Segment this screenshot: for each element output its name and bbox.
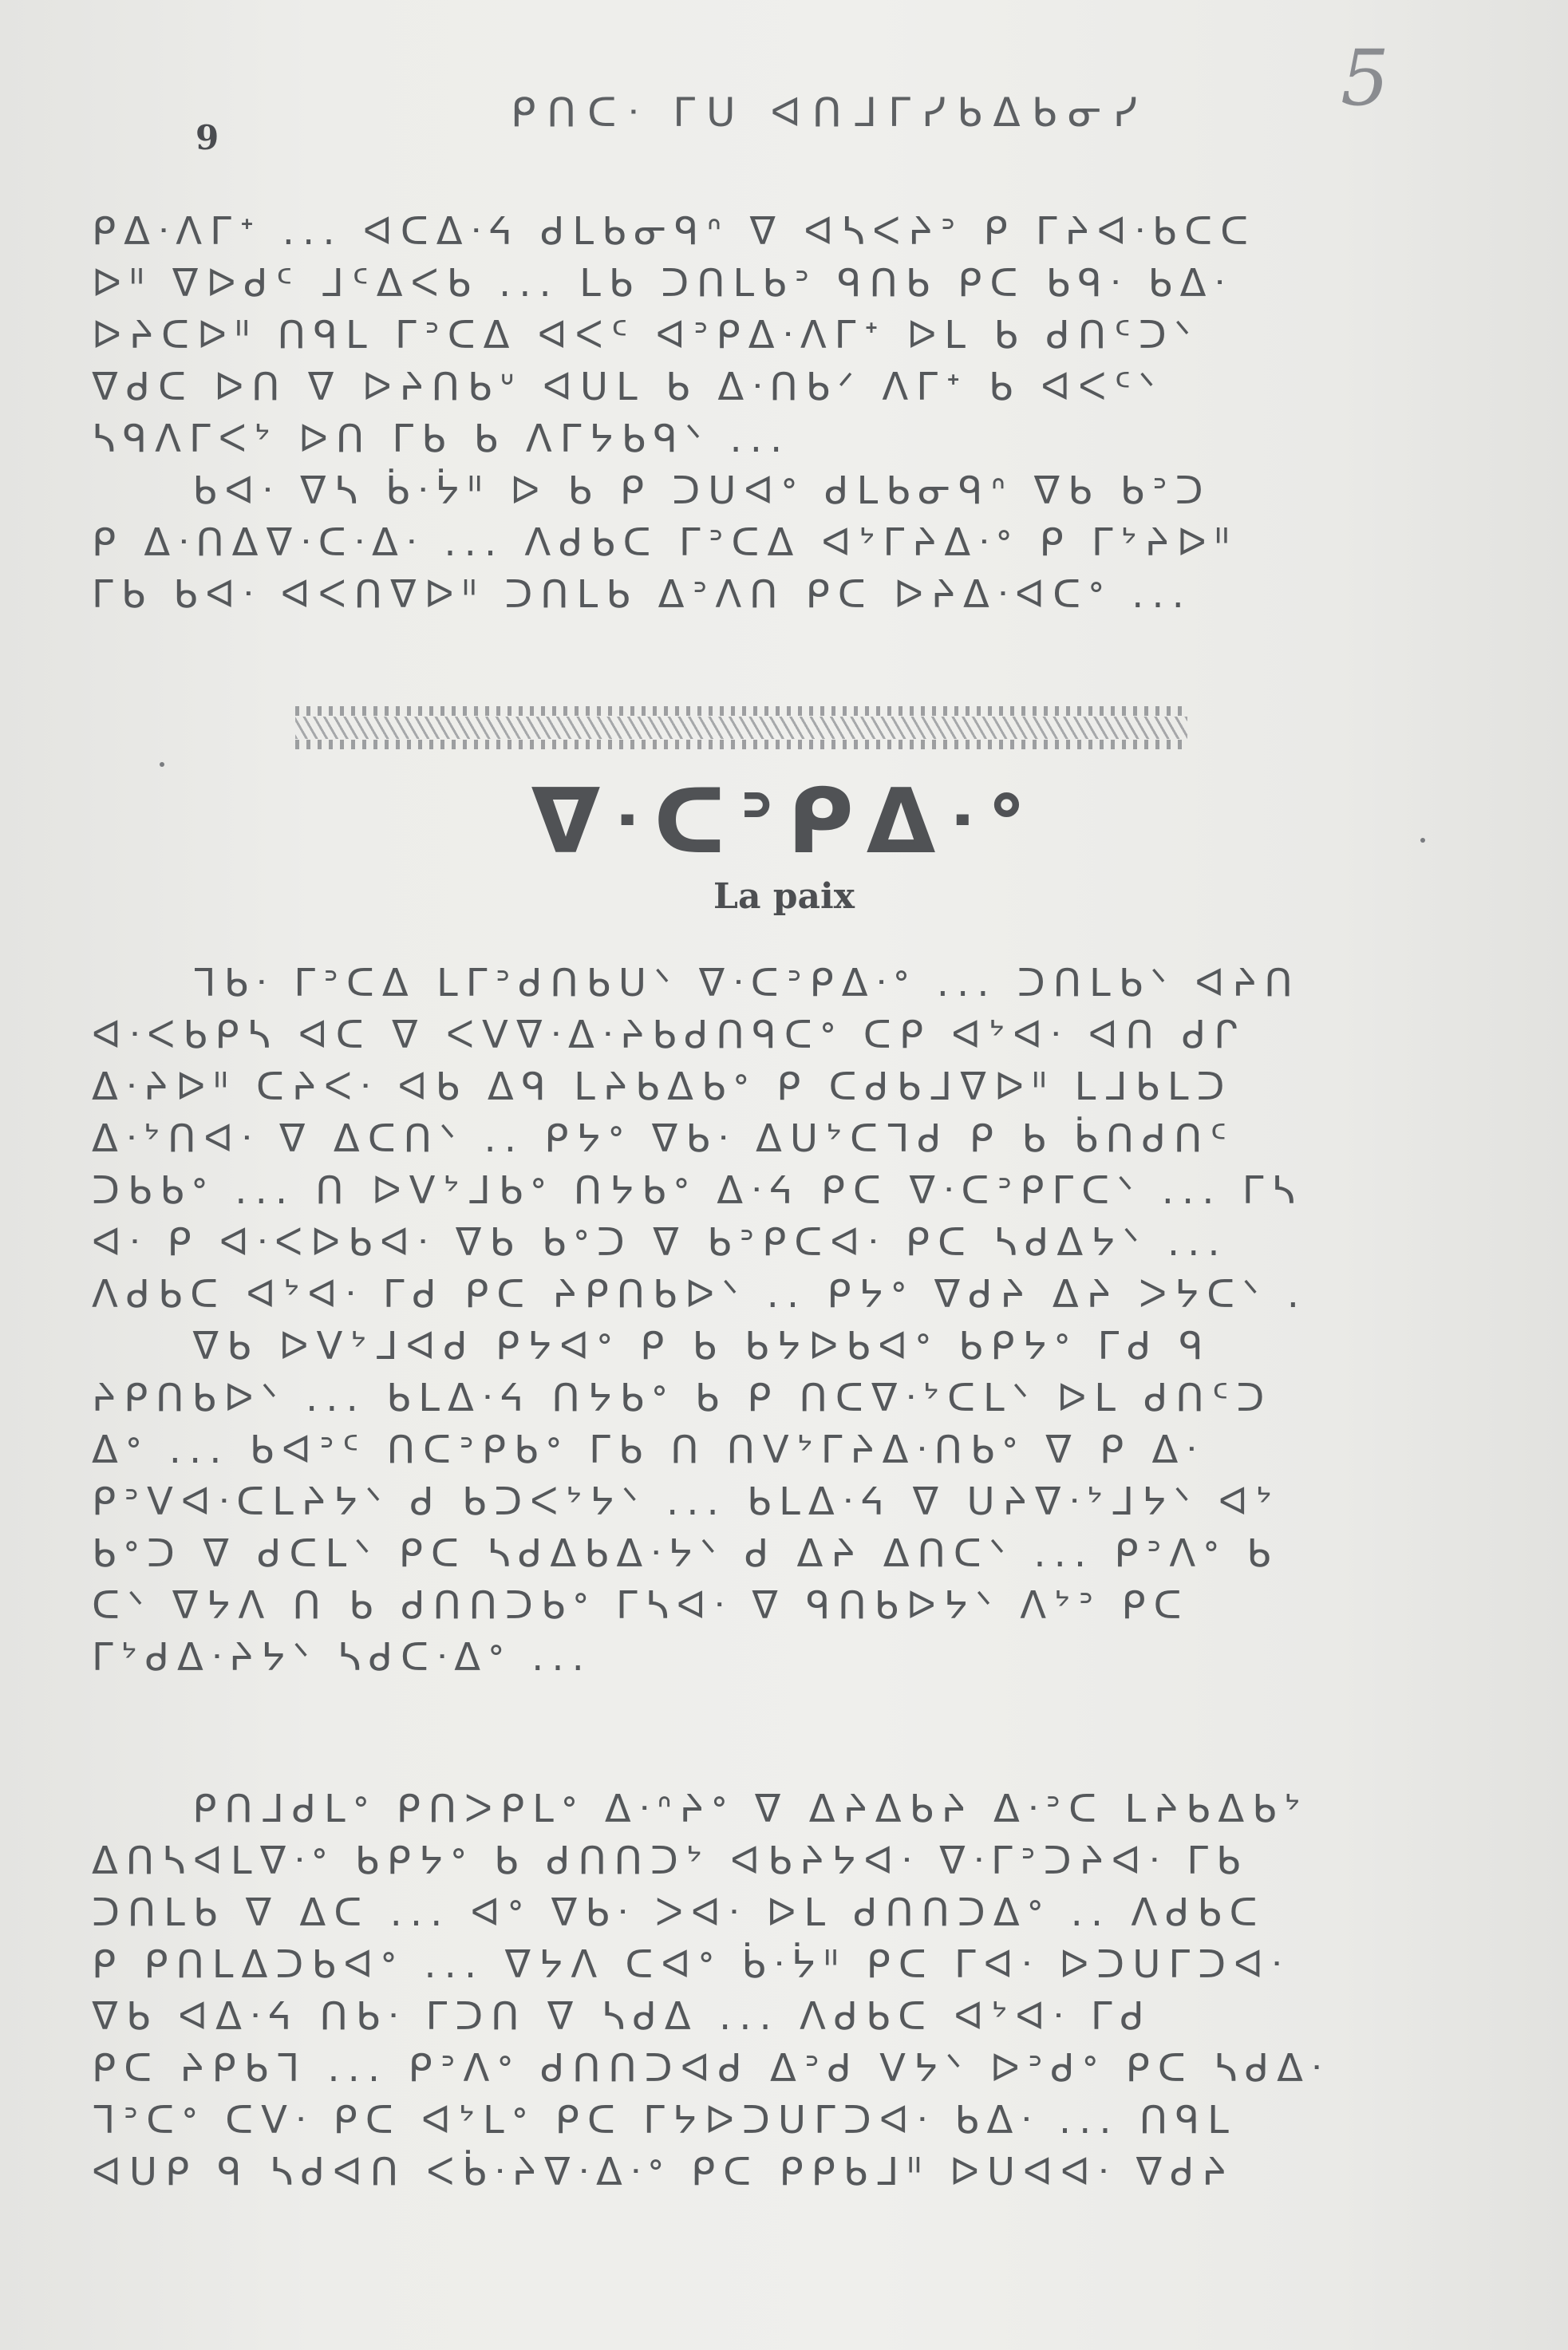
paragraph-1: ᑭᐃᐧᐱᒥᐩ ... ᐊᑕᐃᐧᔦ ᑯᒪᑲᓂᑫᐢ ᐁ ᐊᓴᐸᔨᐣ ᑭ ᒥᔨᐊᐧᑲᑕᑕ ᐅᐦ ᐁᐅᑯᑦ ᒧᑦᐃᐸᑲ ... ᒪᑲ ᑐᑎᒪᑲᐣ ᑫᑎᑲ ᑭᑕ ᑲᑫᐧ ᑲᐃᐧ ᐅᔨᑕᐅᐦ ᑎᑫᒪ ᒥᐣᑕᐃ ᐊᐸᑦ ᐊᐣᑭᐃᐧᐱᒥᐩ ᐅᒪ ᑲ ᑯᑎᑦᑐᐠ ᐁᑯᑕ ᐅᑎ ᐁ ᐅᔨᑎᑲᐡ ᐊᑌᒪ ᑲ ᐃᐧᑎᑲᐟ ᐱᒥᐩ ᑲ ᐊᐸᑦᐠ ᓴᑫᐱᒥᐸᔾ ᐅᑎ ᒥᑲ ᑲ ᐱᒥᔭᑲᑫᐠ ... ᑲᐊᐧ ᐁᓴ ᑳᐧᔮᐦ ᐅ ᑲ ᑭ ᑐᑌᐊᐤ ᑯᒪᑲᓂᑫᐢ ᐁᑲ ᑲᐣᑐ ᑭ ᐃᐧᑎᐃᐁᐧᑕᐧᐃᐧ ... ᐱᑯᑲᑕ ᒥᐣᑕᐃ ᐊᔾᒥᔨᐃᐧᐤ ᑭ ᒥᔾᔨᐅᐦ ᒥᑲ ᑲᐊᐧ ᐊᐸᑎᐁᐅᐦ ᑐᑎᒪᑲ ᐃᐣᐱᑎ ᑭᑕ ᐅᔨᐃᐧᐊᑕᐤ ... <box>92 209 1257 617</box>
running-head: ᑭᑎᑕᐧ ᒥᑌ ᐊᑎᒧᒥᓯᑲᐃᑲᓂᓯ <box>511 89 1148 136</box>
ornamental-divider <box>295 706 1187 749</box>
ink-speck <box>160 762 164 767</box>
paragraph-3: ᑭᑎᒧᑯᒪᐤ ᑭᑎᐳᑭᒪᐤ ᐃᐧᐢᔨᐤ ᐁ ᐃᔨᐃᑲᔨ ᐃᐧᐣᑕ ᒪᔨᑲᐃᑲᔾ ᐃᑎᓴᐊᒪᐁᐧᐤ ᑲᑭᔭᐤ ᑲ ᑯᑎᑎᑐᔾ ᐊᑲᔨᔭᐊᐧ ᐁᐧᒥᐣᑐᔨᐊᐧ ᒥᑲ ᑐᑎᒪᑲ ᐁ ᐃᑕ ... ᐊᐤ ᐁᑲᐧ ᐳᐊᐧ ᐅᒪ ᑯᑎᑎᑐᐃᐤ .. ᐱᑯᑲᑕ ᑭ ᑭᑎᒪᐃᑐᑲᐊᐤ ... ᐁᔭᐱ ᑕᐊᐤ ᑳᐧᔮᐦ ᑭᑕ ᒥᐊᐧ ᐅᑐᑌᒥᑐᐊᐧ ᐁᑲ ᐊᐃᐧᔦ ᑎᑲᐧ ᒥᑐᑎ ᐁ ᓴᑯᐃ ... ᐱᑯᑲᑕ ᐊᔾᐊᐧ ᒥᑯ ᑭᑕ ᔨᑭᑲᒣ ... ᑭᐣᐱᐤ ᑯᑎᑎᑐᐊᑯ ᐃᐣᑯ ᐯᔭᐠ ᐅᐣᑯᐤ ᑭᑕ ᓴᑯᐃᐧ ᒣᐣᑕᐤ ᑕᐯᐧ ᑭᑕ ᐊᔾᒪᐤ ᑭᑕ ᒥᔭᐅᑐᑌᒥᑐᐊᐧ ᑲᐃᐧ ... ᑎᑫᒪ ᐊᑌᑭ ᑫ ᓴᑯᐊᑎ ᐸᑳᐧᔨᐁᐧᐃᐧᐤ ᑭᑕ ᑭᑭᑲᒧᐦ ᐅᑌᐊᐊᐧ ᐁᑯᔨ <box>92 1787 1329 2194</box>
section-title: ᐁᐧᑕᐣᑭᐃᐧᐤ <box>531 770 1037 874</box>
handwritten-page-number: 5 <box>1341 34 1390 123</box>
ink-speck <box>1420 838 1425 843</box>
page-number: 9 <box>196 118 219 157</box>
section-subtitle: La paix <box>713 876 855 917</box>
paragraph-2: ᒣᑲᐧ ᒥᐣᑕᐃ ᒪᒥᐣᑯᑎᑲᑌᐠ ᐁᐧᑕᐣᑭᐃᐧᐤ ... ᑐᑎᒪᑲᐠ ᐊᔨᑎ ᐊᐧᐸᑲᑭᓴ ᐊᑕ ᐁ ᐸᐯᐁᐧᐃᐧᔨᑲᑯᑎᑫᑕᐤ ᑕᑭ ᐊᔾᐊᐧ ᐊᑎ ᑯᒋ ᐃᐧᔨᐅᐦ ᑕᔨᐸᐧ ᐊᑲ ᐃᑫ ᒪᔨᑲᐃᑲᐤ ᑭ ᑕᑯᑲᒧᐁᐅᐦ ᒪᒧᑲᒪᑐ ᐃᐧᔾᑎᐊᐧ ᐁ ᐃᑕᑎᐠ .. ᑭᔭᐤ ᐁᑲᐧ ᐃᑌᔾᑕᒣᑯ ᑭ ᑲ ᑳᑎᑯᑎᑦ ᑐᑲᑲᐤ ... ᑎ ᐅᐯᔾᒧᑲᐤ ᑎᔭᑲᐤ ᐃᐧᔦ ᑭᑕ ᐁᐧᑕᐣᑭᒥᑕᐠ ... ᒥᓴ ᐊᐧ ᑭ ᐊᐧᐸᐅᑲᐊᐧ ᐁᑲ ᑲᐤᑐ ᐁ ᑲᐣᑭᑕᐊᐧ ᑭᑕ ᓴᑯᐃᔭᐠ ... ᐱᑯᑲᑕ ᐊᔾᐊᐧ ᒥᑯ ᑭᑕ ᔨᑭᑎᑲᐅᐠ .. ᑭᔭᐤ ᐁᑯᔨ ᐃᔨ ᐳᔭᑕᐠ . ᐁᑲ ᐅᐯᔾᒧᐊᑯ ᑭᔭᐊᐤ ᑭ ᑲ ᑲᔭᐅᑲᐊᐤ ᑲᑭᔭᐤ ᒥᑯ ᑫ ᔨᑭᑎᑲᐅᐠ ... ᑲᒪᐃᐧᔦ ᑎᔭᑲᐤ ᑲ ᑭ ᑎᑕᐁᐧᔾᑕᒪᐠ ᐅᒪ ᑯᑎᑦᑐ ᐃᐤ ... ᑲᐊᐣᑦ ᑎᑕᐣᑭᑲᐤ ᒥᑲ ᑎ ᑎᐯᔾᒥᔨᐃᐧᑎᑲᐤ ᐁ ᑭ ᐃᐧ ᑭᐣᐯᐊᐧᑕᒪᔨᔭᐠ ᑯ ᑲᑐᐸᔾᔭᐠ ... ᑲᒪᐃᐧᔦ ᐁ ᑌᔨᐁᐧᔾᒧᔭᐠ ᐊᔾ ᑲᐤᑐ ᐁ ᑯᑕᒪᐠ ᑭᑕ ᓴᑯᐃᑲᐃᐧᔭᐠ ᑯ ᐃᔨ ᐃᑎᑕᐠ ... ᑭᐣᐱᐤ ᑲ ᑕᐠ ᐁᔭᐱ ᑎ ᑲ ᑯᑎᑎᑐᑲᐤ ᒥᓴᐊᐧ ᐁ ᑫᑎᑲᐅᔭᐠ ᐱᔾᐣ ᑭᑕ ᒥᔾᑯᐃᐧᔨᔭᐠ ᓴᑯᑕᐧᐃᐤ ... <box>92 961 1308 1680</box>
